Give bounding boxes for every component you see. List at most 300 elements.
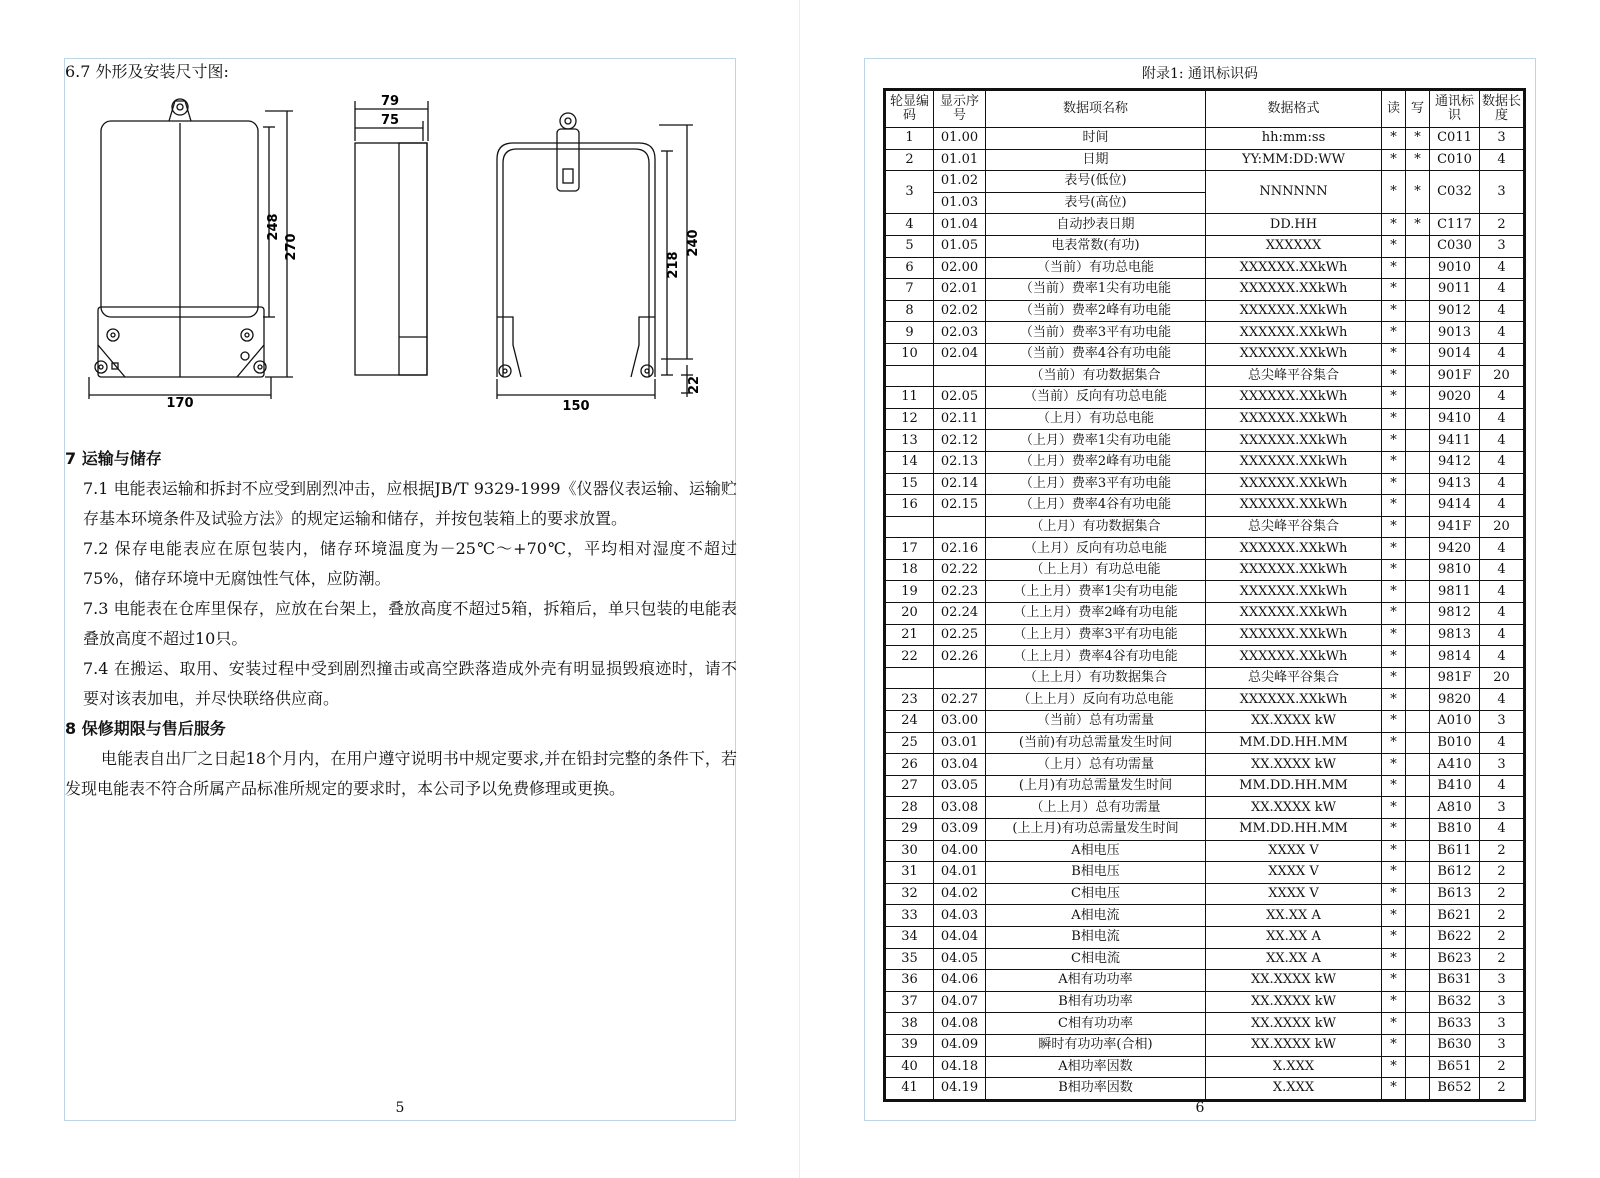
table-cell: X.XXX bbox=[1206, 1056, 1382, 1078]
table-cell bbox=[1406, 581, 1430, 603]
table-cell: * bbox=[1382, 819, 1406, 841]
table-cell: 18 bbox=[886, 559, 934, 581]
table-row bbox=[886, 495, 1524, 517]
dim-front-width: 170 bbox=[166, 396, 194, 411]
table-cell: 02.25 bbox=[934, 624, 986, 646]
table-cell bbox=[1406, 732, 1430, 754]
table-cell: X.XXX bbox=[1206, 1078, 1382, 1100]
table-cell: XXXXXX.XXkWh bbox=[1206, 624, 1382, 646]
table-cell: XX.XX A bbox=[1206, 905, 1382, 927]
table-cell: A010 bbox=[1430, 711, 1480, 733]
table-cell: 4 bbox=[1480, 430, 1524, 452]
table-cell: B630 bbox=[1430, 1034, 1480, 1056]
table-cell: 25 bbox=[886, 732, 934, 754]
table-row bbox=[886, 279, 1524, 301]
table-cell: * bbox=[1382, 732, 1406, 754]
table-cell: MM.DD.HH.MM bbox=[1206, 819, 1382, 841]
page-spine bbox=[799, 0, 800, 1178]
table-cell: 表号(低位) bbox=[986, 171, 1206, 193]
table-cell: 4 bbox=[1480, 819, 1524, 841]
table-cell bbox=[1406, 775, 1430, 797]
table-row bbox=[886, 365, 1524, 387]
table-cell: XX.XXXX kW bbox=[1206, 754, 1382, 776]
table-row bbox=[886, 235, 1524, 257]
table-cell: B相电压 bbox=[986, 862, 1206, 884]
table-cell: B612 bbox=[1430, 862, 1480, 884]
table-cell: （上上月）反向有功总电能 bbox=[986, 689, 1206, 711]
table-cell: 总尖峰平谷集合 bbox=[1206, 365, 1382, 387]
table-cell: 03.09 bbox=[934, 819, 986, 841]
table-cell: 941F bbox=[1430, 516, 1480, 538]
table-cell: （当前）有功总电能 bbox=[986, 257, 1206, 279]
table-cell: 03.01 bbox=[934, 732, 986, 754]
table-cell: 19 bbox=[886, 581, 934, 603]
table-cell bbox=[1406, 430, 1430, 452]
dim-front-height: 270 bbox=[284, 233, 299, 261]
table-cell: B632 bbox=[1430, 991, 1480, 1013]
section-7-2: 7.2 保存电能表应在原包装内，储存环境温度为－25℃～+70℃，平均相对湿度不超过75%，储存环境中无腐蚀性气体，应防潮。 bbox=[83, 539, 737, 588]
section-7-1: 7.1 电能表运输和拆封不应受到剧烈冲击，应根据JB/T 9329-1999《仪器仪表运输、运输贮存基本环境条件及试验方法》的规定运输和储存，并按包装箱上的要求放置。 bbox=[83, 479, 737, 528]
table-cell: 2 bbox=[1480, 1056, 1524, 1078]
table-cell bbox=[1406, 862, 1430, 884]
table-cell: （上月）费率1尖有功电能 bbox=[986, 430, 1206, 452]
table-cell: 9410 bbox=[1430, 408, 1480, 430]
table-cell: * bbox=[1382, 257, 1406, 279]
table-cell: * bbox=[1382, 300, 1406, 322]
table-cell: XXXXXX.XXkWh bbox=[1206, 430, 1382, 452]
table-cell bbox=[1406, 495, 1430, 517]
table-cell: 16 bbox=[886, 495, 934, 517]
table-row bbox=[886, 948, 1524, 970]
table-cell bbox=[886, 667, 934, 689]
table-cell: C117 bbox=[1430, 214, 1480, 236]
table-cell: 02.15 bbox=[934, 495, 986, 517]
table-cell bbox=[1406, 235, 1430, 257]
section-7-heading: 7 运输与储存 bbox=[65, 449, 162, 468]
table-cell: 4 bbox=[1480, 624, 1524, 646]
table-cell: 2 bbox=[1480, 926, 1524, 948]
table-cell: 04.01 bbox=[934, 862, 986, 884]
table-cell: (上月)有功总需量发生时间 bbox=[986, 775, 1206, 797]
table-cell: 40 bbox=[886, 1056, 934, 1078]
table-cell: 4 bbox=[886, 214, 934, 236]
table-cell bbox=[1406, 667, 1430, 689]
section-6-7-title: 6.7 外形及安装尺寸图: bbox=[65, 62, 229, 81]
table-cell: C011 bbox=[1430, 128, 1480, 150]
table-cell: C相电流 bbox=[986, 948, 1206, 970]
table-cell bbox=[1406, 819, 1430, 841]
table-cell: * bbox=[1382, 430, 1406, 452]
table-cell: 9020 bbox=[1430, 387, 1480, 409]
table-cell: 2 bbox=[1480, 862, 1524, 884]
col-header: 读 bbox=[1382, 91, 1406, 128]
table-cell: 2 bbox=[1480, 948, 1524, 970]
table-cell: 9820 bbox=[1430, 689, 1480, 711]
table-cell: （上月）有功数据集合 bbox=[986, 516, 1206, 538]
table-cell: 4 bbox=[1480, 300, 1524, 322]
table-cell: 38 bbox=[886, 1013, 934, 1035]
table-cell: 31 bbox=[886, 862, 934, 884]
table-cell: * bbox=[1382, 1034, 1406, 1056]
table-cell: * bbox=[1382, 235, 1406, 257]
comm-code-table-frame bbox=[883, 88, 1526, 1102]
table-cell: 01.05 bbox=[934, 235, 986, 257]
table-cell: XX.XX A bbox=[1206, 926, 1382, 948]
table-cell: B633 bbox=[1430, 1013, 1480, 1035]
table-row bbox=[886, 257, 1524, 279]
table-row bbox=[886, 819, 1524, 841]
table-cell: 04.19 bbox=[934, 1078, 986, 1100]
table-cell: * bbox=[1382, 214, 1406, 236]
table-row bbox=[886, 1056, 1524, 1078]
table-cell: 自动抄表日期 bbox=[986, 214, 1206, 236]
table-cell: 02.27 bbox=[934, 689, 986, 711]
table-cell: 3 bbox=[1480, 711, 1524, 733]
table-cell: 2 bbox=[1480, 840, 1524, 862]
table-cell: 4 bbox=[1480, 451, 1524, 473]
table-cell bbox=[1406, 387, 1430, 409]
table-row bbox=[886, 711, 1524, 733]
table-cell: （上月）费率4谷有功电能 bbox=[986, 495, 1206, 517]
installation-dimension-drawings bbox=[65, 77, 737, 472]
table-cell: 04.08 bbox=[934, 1013, 986, 1035]
table-cell: XX.XXXX kW bbox=[1206, 991, 1382, 1013]
table-cell: * bbox=[1382, 516, 1406, 538]
table-cell bbox=[1406, 948, 1430, 970]
rear-view-drawing bbox=[497, 113, 693, 399]
table-cell: 32 bbox=[886, 883, 934, 905]
table-cell: * bbox=[1382, 171, 1406, 214]
table-cell: XX.XXXX kW bbox=[1206, 970, 1382, 992]
table-cell: XXXXXX.XXkWh bbox=[1206, 343, 1382, 365]
front-view-drawing bbox=[89, 99, 293, 399]
table-cell: 4 bbox=[1480, 343, 1524, 365]
table-cell: (当前)有功总需量发生时间 bbox=[986, 732, 1206, 754]
table-cell: （上上月）总有功需量 bbox=[986, 797, 1206, 819]
dim-rear-bottom: 22 bbox=[687, 375, 702, 395]
table-cell bbox=[1406, 905, 1430, 927]
table-cell: * bbox=[1382, 279, 1406, 301]
table-cell: * bbox=[1382, 754, 1406, 776]
table-row bbox=[886, 646, 1524, 668]
table-row bbox=[886, 1078, 1524, 1100]
table-cell: 02.00 bbox=[934, 257, 986, 279]
section-8-heading: 8 保修期限与售后服务 bbox=[65, 719, 226, 738]
table-cell: B相有功功率 bbox=[986, 991, 1206, 1013]
table-cell: A相功率因数 bbox=[986, 1056, 1206, 1078]
table-cell: C010 bbox=[1430, 149, 1480, 171]
table-header-row bbox=[886, 91, 1524, 128]
table-cell: 14 bbox=[886, 451, 934, 473]
dim-rear-width: 150 bbox=[562, 399, 590, 414]
table-cell: 表号(高位) bbox=[986, 192, 1206, 214]
col-header: 数据长度 bbox=[1480, 91, 1524, 128]
table-cell: * bbox=[1382, 603, 1406, 625]
table-cell: C030 bbox=[1430, 235, 1480, 257]
table-cell: 901F bbox=[1430, 365, 1480, 387]
table-row bbox=[886, 732, 1524, 754]
table-cell: 02.22 bbox=[934, 559, 986, 581]
table-row bbox=[886, 559, 1524, 581]
table-cell: 12 bbox=[886, 408, 934, 430]
table-cell: 01.03 bbox=[934, 192, 986, 214]
table-cell: 28 bbox=[886, 797, 934, 819]
table-cell: 04.06 bbox=[934, 970, 986, 992]
table-cell: XX.XX A bbox=[1206, 948, 1382, 970]
table-cell: * bbox=[1382, 883, 1406, 905]
table-cell: B611 bbox=[1430, 840, 1480, 862]
table-cell: B623 bbox=[1430, 948, 1480, 970]
table-cell bbox=[934, 516, 986, 538]
table-cell: * bbox=[1382, 667, 1406, 689]
col-header: 数据项名称 bbox=[986, 91, 1206, 128]
table-cell: * bbox=[1382, 689, 1406, 711]
table-cell: （上上月）费率2峰有功电能 bbox=[986, 603, 1206, 625]
table-cell: B810 bbox=[1430, 819, 1480, 841]
table-cell: （当前）费率2峰有功电能 bbox=[986, 300, 1206, 322]
table-cell: 时间 bbox=[986, 128, 1206, 150]
table-cell: 04.04 bbox=[934, 926, 986, 948]
table-cell: （上月）费率3平有功电能 bbox=[986, 473, 1206, 495]
dim-rear-height: 240 bbox=[686, 229, 701, 257]
table-cell: 3 bbox=[1480, 171, 1524, 214]
table-cell: 26 bbox=[886, 754, 934, 776]
table-cell bbox=[1406, 538, 1430, 560]
table-cell: 02.23 bbox=[934, 581, 986, 603]
table-row bbox=[886, 905, 1524, 927]
table-cell: 4 bbox=[1480, 689, 1524, 711]
table-cell: 35 bbox=[886, 948, 934, 970]
table-cell: XXXX V bbox=[1206, 840, 1382, 862]
table-row bbox=[886, 581, 1524, 603]
table-cell bbox=[1406, 840, 1430, 862]
table-cell: 9412 bbox=[1430, 451, 1480, 473]
table-row bbox=[886, 128, 1524, 150]
table-cell bbox=[1406, 1078, 1430, 1100]
table-cell: MM.DD.HH.MM bbox=[1206, 775, 1382, 797]
appendix-title: 附录1: 通讯标识码 bbox=[1141, 66, 1259, 82]
table-cell: * bbox=[1382, 775, 1406, 797]
table-cell bbox=[1406, 1034, 1430, 1056]
table-cell: 瞬时有功功率(合相) bbox=[986, 1034, 1206, 1056]
table-cell: * bbox=[1382, 862, 1406, 884]
table-cell: XXXX V bbox=[1206, 883, 1382, 905]
table-cell: 02.14 bbox=[934, 473, 986, 495]
table-cell: 37 bbox=[886, 991, 934, 1013]
table-cell bbox=[1406, 754, 1430, 776]
table-cell: XXXXXX.XXkWh bbox=[1206, 473, 1382, 495]
table-cell: * bbox=[1406, 128, 1430, 150]
table-cell: 8 bbox=[886, 300, 934, 322]
table-cell bbox=[1406, 1013, 1430, 1035]
table-row bbox=[886, 408, 1524, 430]
table-cell: 9812 bbox=[1430, 603, 1480, 625]
table-cell: 4 bbox=[1480, 322, 1524, 344]
table-cell: B010 bbox=[1430, 732, 1480, 754]
table-row bbox=[886, 883, 1524, 905]
table-cell: 9813 bbox=[1430, 624, 1480, 646]
table-cell: 2 bbox=[1480, 883, 1524, 905]
table-cell: 15 bbox=[886, 473, 934, 495]
table-cell: 20 bbox=[1480, 667, 1524, 689]
table-cell bbox=[1406, 343, 1430, 365]
table-cell: XXXXXX.XXkWh bbox=[1206, 495, 1382, 517]
table-cell: 39 bbox=[886, 1034, 934, 1056]
table-row bbox=[886, 322, 1524, 344]
table-cell: （上上月）费率4谷有功电能 bbox=[986, 646, 1206, 668]
table-cell: 27 bbox=[886, 775, 934, 797]
table-cell: * bbox=[1382, 343, 1406, 365]
table-cell: 4 bbox=[1480, 775, 1524, 797]
table-cell: MM.DD.HH.MM bbox=[1206, 732, 1382, 754]
table-cell: 03.00 bbox=[934, 711, 986, 733]
table-cell: A810 bbox=[1430, 797, 1480, 819]
table-cell: 02.12 bbox=[934, 430, 986, 452]
table-cell: （上上月）有功总电能 bbox=[986, 559, 1206, 581]
table-cell: 4 bbox=[1480, 408, 1524, 430]
table-row bbox=[886, 516, 1524, 538]
table-cell: 20 bbox=[886, 603, 934, 625]
table-cell: 4 bbox=[1480, 732, 1524, 754]
table-cell: 02.11 bbox=[934, 408, 986, 430]
table-cell: * bbox=[1382, 387, 1406, 409]
table-row bbox=[886, 689, 1524, 711]
table-cell: 21 bbox=[886, 624, 934, 646]
table-row bbox=[886, 214, 1524, 236]
section-8-body: 电能表自出厂之日起18个月内，在用户遵守说明书中规定要求,并在铅封完整的条件下，若发现电能表不符合所属产品标准所规定的要求时，本公司予以免费修理或更换。 bbox=[65, 749, 737, 798]
table-cell: C032 bbox=[1430, 171, 1480, 214]
table-cell: （上月）总有功需量 bbox=[986, 754, 1206, 776]
table-cell: XXXXXX.XXkWh bbox=[1206, 408, 1382, 430]
table-row bbox=[886, 991, 1524, 1013]
section-7-3: 7.3 电能表在仓库里保存，应放在台架上，叠放高度不超过5箱，拆箱后，单只包装的电能表叠放高度不超过10只。 bbox=[83, 599, 737, 648]
table-cell: （上月）有功总电能 bbox=[986, 408, 1206, 430]
table-cell bbox=[1406, 516, 1430, 538]
table-cell: 2 bbox=[1480, 1078, 1524, 1100]
table-cell: 34 bbox=[886, 926, 934, 948]
page-number-left: 5 bbox=[395, 1100, 405, 1116]
table-cell: * bbox=[1382, 926, 1406, 948]
table-cell: 03.04 bbox=[934, 754, 986, 776]
table-cell: 02.26 bbox=[934, 646, 986, 668]
table-cell: 4 bbox=[1480, 646, 1524, 668]
table-cell: 4 bbox=[1480, 581, 1524, 603]
table-cell: * bbox=[1382, 1056, 1406, 1078]
table-row bbox=[886, 754, 1524, 776]
table-cell: * bbox=[1382, 495, 1406, 517]
table-cell bbox=[1406, 322, 1430, 344]
table-cell: * bbox=[1382, 128, 1406, 150]
table-cell bbox=[1406, 279, 1430, 301]
table-cell: 30 bbox=[886, 840, 934, 862]
table-cell: * bbox=[1382, 948, 1406, 970]
table-cell: 02.13 bbox=[934, 451, 986, 473]
table-cell: 9420 bbox=[1430, 538, 1480, 560]
table-cell bbox=[1406, 926, 1430, 948]
table-cell: 04.03 bbox=[934, 905, 986, 927]
col-header: 轮显编码 bbox=[886, 91, 934, 128]
table-cell: hh:mm:ss bbox=[1206, 128, 1382, 150]
table-cell: * bbox=[1382, 322, 1406, 344]
table-cell: 36 bbox=[886, 970, 934, 992]
table-cell: 9 bbox=[886, 322, 934, 344]
table-cell: XXXXXX.XXkWh bbox=[1206, 689, 1382, 711]
table-cell: （上上月）费率1尖有功电能 bbox=[986, 581, 1206, 603]
table-cell: XXXXXX.XXkWh bbox=[1206, 581, 1382, 603]
table-cell: 4 bbox=[1480, 538, 1524, 560]
table-row bbox=[886, 171, 1524, 193]
table-cell: * bbox=[1406, 171, 1430, 214]
table-cell: 11 bbox=[886, 387, 934, 409]
table-cell: 4 bbox=[1480, 257, 1524, 279]
col-header: 显示序号 bbox=[934, 91, 986, 128]
table-row bbox=[886, 1034, 1524, 1056]
table-cell bbox=[1406, 559, 1430, 581]
table-cell: XX.XXXX kW bbox=[1206, 1013, 1382, 1035]
left-page bbox=[64, 58, 736, 1121]
table-cell: * bbox=[1382, 646, 1406, 668]
table-cell: 4 bbox=[1480, 495, 1524, 517]
table-cell: XXXXXX.XXkWh bbox=[1206, 322, 1382, 344]
table-cell: 01.00 bbox=[934, 128, 986, 150]
col-header: 数据格式 bbox=[1206, 91, 1382, 128]
table-cell: 01.02 bbox=[934, 171, 986, 193]
table-cell: B652 bbox=[1430, 1078, 1480, 1100]
table-cell: XXXXXX.XXkWh bbox=[1206, 538, 1382, 560]
table-cell: B相功率因数 bbox=[986, 1078, 1206, 1100]
comm-code-table bbox=[885, 90, 1524, 1100]
table-row bbox=[886, 775, 1524, 797]
table-cell: * bbox=[1382, 797, 1406, 819]
table-cell bbox=[1406, 451, 1430, 473]
table-cell: 3 bbox=[886, 171, 934, 214]
table-cell: 10 bbox=[886, 343, 934, 365]
table-row bbox=[886, 149, 1524, 171]
table-cell: 04.02 bbox=[934, 883, 986, 905]
table-cell: * bbox=[1382, 451, 1406, 473]
table-row bbox=[886, 840, 1524, 862]
table-cell: 日期 bbox=[986, 149, 1206, 171]
table-cell: 9411 bbox=[1430, 430, 1480, 452]
table-row bbox=[886, 624, 1524, 646]
table-row bbox=[886, 300, 1524, 322]
table-cell: 17 bbox=[886, 538, 934, 560]
table-cell bbox=[1406, 689, 1430, 711]
table-cell: 02.16 bbox=[934, 538, 986, 560]
table-cell: 电表常数(有功) bbox=[986, 235, 1206, 257]
table-row bbox=[886, 451, 1524, 473]
right-page bbox=[864, 58, 1536, 1121]
table-row bbox=[886, 603, 1524, 625]
table-cell: * bbox=[1382, 1078, 1406, 1100]
table-cell bbox=[1406, 365, 1430, 387]
table-cell: XXXXXX.XXkWh bbox=[1206, 279, 1382, 301]
table-cell: 3 bbox=[1480, 970, 1524, 992]
table-cell: （上月）反向有功总电能 bbox=[986, 538, 1206, 560]
table-cell bbox=[934, 365, 986, 387]
table-cell bbox=[886, 365, 934, 387]
table-cell: （上上月）有功数据集合 bbox=[986, 667, 1206, 689]
table-cell: 总尖峰平谷集合 bbox=[1206, 667, 1382, 689]
table-cell: 6 bbox=[886, 257, 934, 279]
table-cell: NNNNNN bbox=[1206, 171, 1382, 214]
table-cell: 04.09 bbox=[934, 1034, 986, 1056]
table-cell: * bbox=[1382, 840, 1406, 862]
table-cell: B622 bbox=[1430, 926, 1480, 948]
table-body bbox=[886, 128, 1524, 1100]
table-cell: A410 bbox=[1430, 754, 1480, 776]
col-header: 写 bbox=[1406, 91, 1430, 128]
